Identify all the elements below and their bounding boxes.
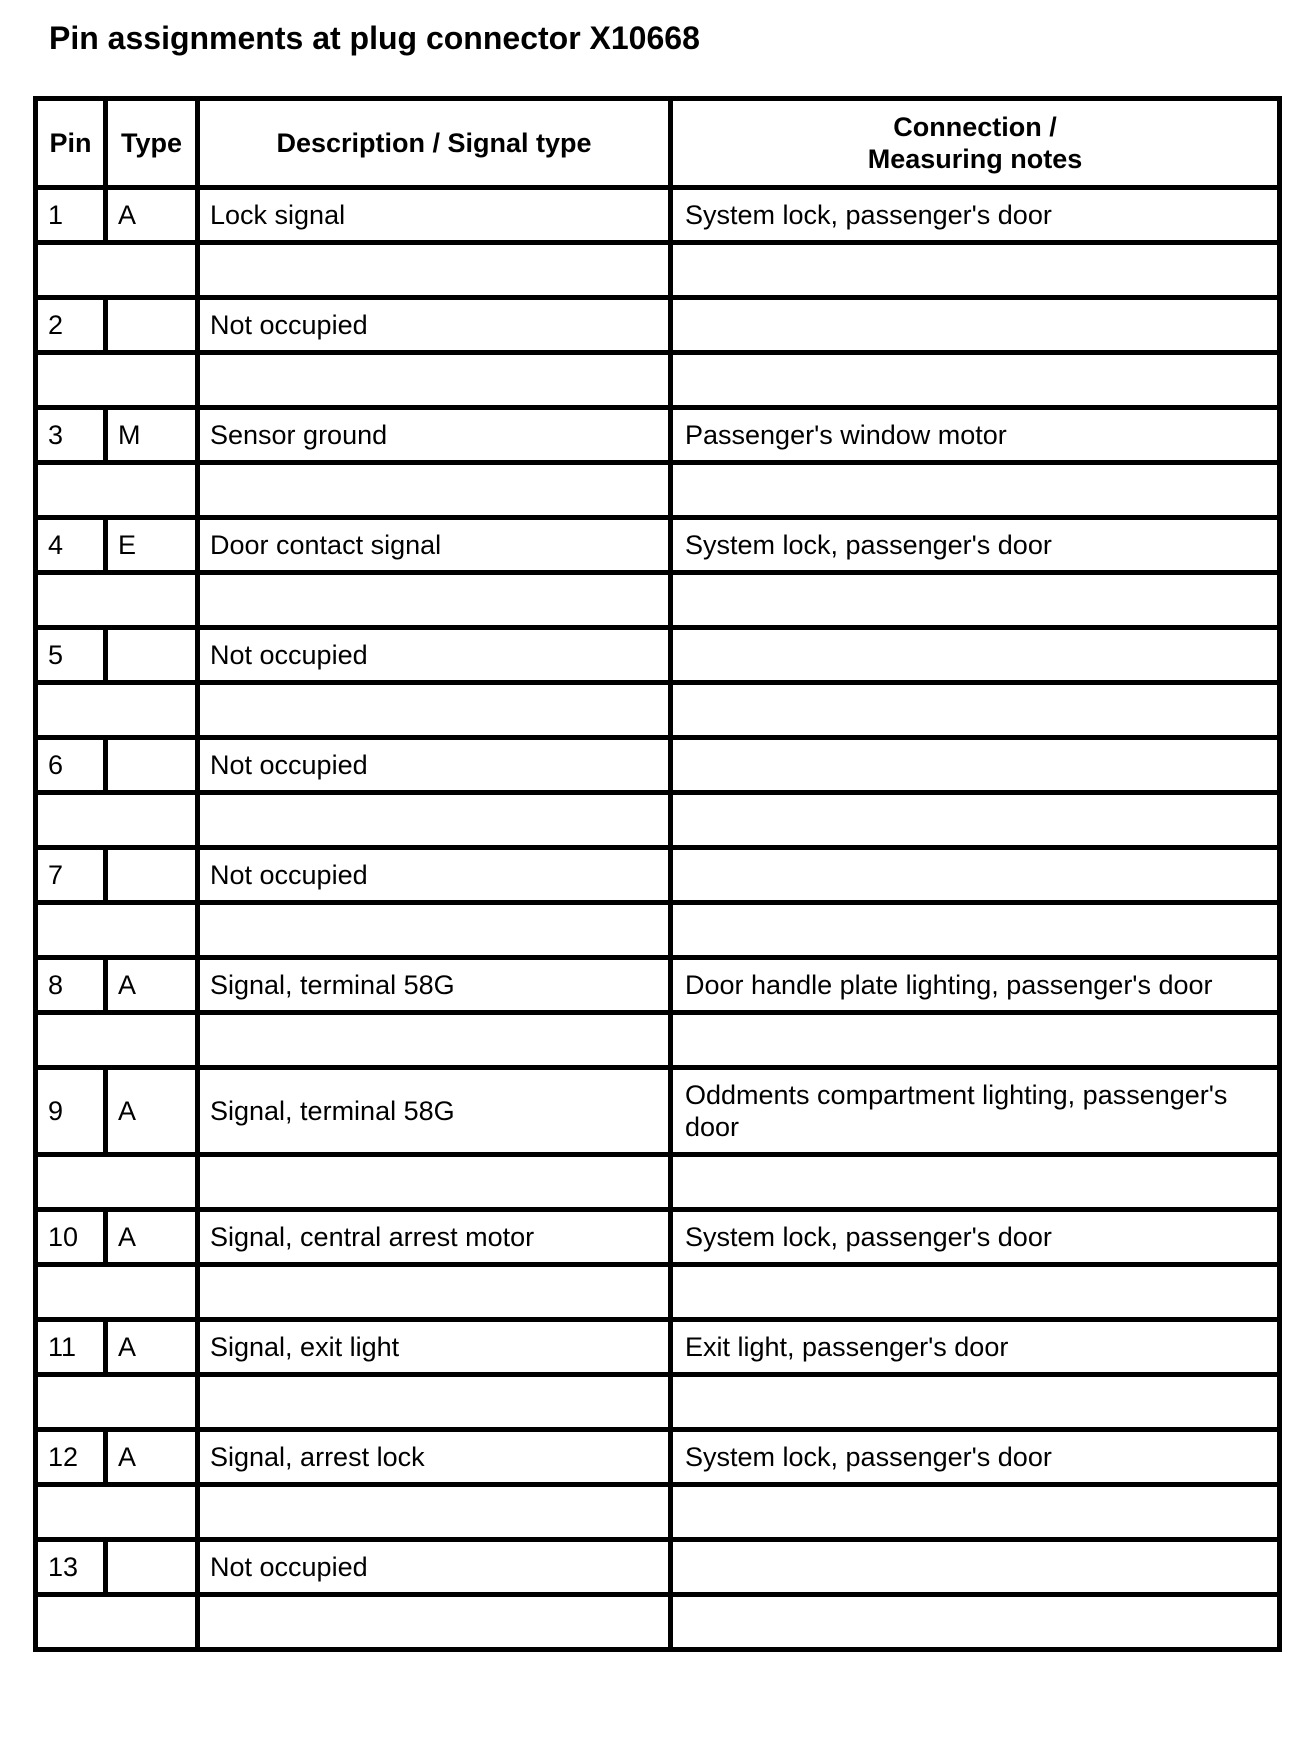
connection-cell: System lock, passenger's door bbox=[671, 188, 1280, 243]
spacer-cell bbox=[36, 793, 198, 848]
description-cell: Not occupied bbox=[198, 738, 671, 793]
spacer-cell bbox=[198, 243, 671, 298]
connection-cell: Door handle plate lighting, passenger's door bbox=[671, 958, 1280, 1013]
pin-cell: 8 bbox=[36, 958, 106, 1013]
spacer-row bbox=[36, 1375, 1280, 1430]
connection-cell: Exit light, passenger's door bbox=[671, 1320, 1280, 1375]
header-connection: Connection / Measuring notes bbox=[671, 99, 1280, 188]
spacer-row bbox=[36, 463, 1280, 518]
table-row bbox=[36, 188, 1280, 243]
spacer-cell bbox=[36, 1265, 198, 1320]
description-cell: Signal, terminal 58G bbox=[198, 1068, 671, 1155]
spacer-cell bbox=[198, 573, 671, 628]
type-cell bbox=[106, 1540, 198, 1595]
type-cell: M bbox=[106, 408, 198, 463]
spacer-cell bbox=[36, 1485, 198, 1540]
spacer-cell bbox=[198, 1485, 671, 1540]
connection-cell bbox=[671, 1540, 1280, 1595]
table-row bbox=[36, 1210, 1280, 1265]
connection-cell bbox=[671, 738, 1280, 793]
spacer-cell bbox=[36, 1595, 198, 1650]
description-cell: Signal, arrest lock bbox=[198, 1430, 671, 1485]
type-cell bbox=[106, 738, 198, 793]
spacer-cell bbox=[36, 573, 198, 628]
pin-cell: 6 bbox=[36, 738, 106, 793]
table-row bbox=[36, 1430, 1280, 1485]
spacer-cell bbox=[671, 683, 1280, 738]
spacer-cell bbox=[671, 1485, 1280, 1540]
connection-cell: Oddments compartment lighting, passenger's door bbox=[671, 1068, 1280, 1155]
spacer-cell bbox=[671, 573, 1280, 628]
type-cell: A bbox=[106, 188, 198, 243]
spacer-cell bbox=[671, 903, 1280, 958]
spacer-row bbox=[36, 1265, 1280, 1320]
spacer-cell bbox=[671, 243, 1280, 298]
pin-cell: 13 bbox=[36, 1540, 106, 1595]
spacer-cell bbox=[671, 1013, 1280, 1068]
spacer-row bbox=[36, 793, 1280, 848]
spacer-cell bbox=[198, 683, 671, 738]
pin-cell: 3 bbox=[36, 408, 106, 463]
type-cell bbox=[106, 628, 198, 683]
spacer-cell bbox=[671, 353, 1280, 408]
table-row bbox=[36, 1320, 1280, 1375]
header-pin: Pin bbox=[36, 99, 106, 188]
pin-cell: 4 bbox=[36, 518, 106, 573]
spacer-cell bbox=[198, 1013, 671, 1068]
description-cell: Signal, central arrest motor bbox=[198, 1210, 671, 1265]
spacer-cell bbox=[198, 463, 671, 518]
header-type: Type bbox=[106, 99, 198, 188]
pin-cell: 12 bbox=[36, 1430, 106, 1485]
header-description: Description / Signal type bbox=[198, 99, 671, 188]
table-row bbox=[36, 848, 1280, 903]
spacer-row bbox=[36, 903, 1280, 958]
type-cell: A bbox=[106, 958, 198, 1013]
spacer-cell bbox=[671, 463, 1280, 518]
table-row bbox=[36, 958, 1280, 1013]
spacer-row bbox=[36, 353, 1280, 408]
spacer-cell bbox=[198, 793, 671, 848]
description-cell: Not occupied bbox=[198, 628, 671, 683]
pin-cell: 11 bbox=[36, 1320, 106, 1375]
spacer-cell bbox=[198, 1375, 671, 1430]
description-cell: Lock signal bbox=[198, 188, 671, 243]
table-row bbox=[36, 628, 1280, 683]
spacer-row bbox=[36, 1155, 1280, 1210]
table-row bbox=[36, 408, 1280, 463]
spacer-cell bbox=[198, 1595, 671, 1650]
type-cell: A bbox=[106, 1430, 198, 1485]
spacer-row bbox=[36, 683, 1280, 738]
page-title: Pin assignments at plug connector X10668 bbox=[49, 20, 700, 56]
table-body bbox=[36, 188, 1280, 1650]
description-cell: Signal, exit light bbox=[198, 1320, 671, 1375]
description-cell: Sensor ground bbox=[198, 408, 671, 463]
pin-cell: 10 bbox=[36, 1210, 106, 1265]
spacer-cell bbox=[198, 903, 671, 958]
connection-cell bbox=[671, 848, 1280, 903]
spacer-cell bbox=[36, 683, 198, 738]
connection-cell: System lock, passenger's door bbox=[671, 518, 1280, 573]
spacer-cell bbox=[671, 1265, 1280, 1320]
spacer-row bbox=[36, 573, 1280, 628]
spacer-cell bbox=[36, 903, 198, 958]
pin-cell: 2 bbox=[36, 298, 106, 353]
spacer-cell bbox=[198, 1265, 671, 1320]
spacer-cell bbox=[671, 793, 1280, 848]
spacer-cell bbox=[36, 1013, 198, 1068]
pin-cell: 9 bbox=[36, 1068, 106, 1155]
spacer-cell bbox=[671, 1595, 1280, 1650]
spacer-row bbox=[36, 1595, 1280, 1650]
table-row bbox=[36, 518, 1280, 573]
pin-cell: 5 bbox=[36, 628, 106, 683]
spacer-row bbox=[36, 1013, 1280, 1068]
table-header-row bbox=[36, 99, 1280, 188]
description-cell: Not occupied bbox=[198, 298, 671, 353]
connection-cell: Passenger's window motor bbox=[671, 408, 1280, 463]
spacer-cell bbox=[36, 463, 198, 518]
connection-cell: System lock, passenger's door bbox=[671, 1210, 1280, 1265]
spacer-cell bbox=[671, 1375, 1280, 1430]
spacer-cell bbox=[198, 353, 671, 408]
pin-cell: 1 bbox=[36, 188, 106, 243]
spacer-row bbox=[36, 1485, 1280, 1540]
spacer-cell bbox=[36, 1375, 198, 1430]
type-cell: A bbox=[106, 1210, 198, 1265]
type-cell: A bbox=[106, 1068, 198, 1155]
spacer-cell bbox=[36, 243, 198, 298]
table-row bbox=[36, 1068, 1280, 1155]
connection-cell bbox=[671, 628, 1280, 683]
spacer-cell bbox=[198, 1155, 671, 1210]
pin-cell: 7 bbox=[36, 848, 106, 903]
type-cell bbox=[106, 298, 198, 353]
description-cell: Door contact signal bbox=[198, 518, 671, 573]
spacer-cell bbox=[671, 1155, 1280, 1210]
pin-assignment-table bbox=[33, 96, 1282, 1652]
table-row bbox=[36, 738, 1280, 793]
type-cell: A bbox=[106, 1320, 198, 1375]
spacer-cell bbox=[36, 1155, 198, 1210]
connection-cell bbox=[671, 298, 1280, 353]
spacer-row bbox=[36, 243, 1280, 298]
description-cell: Not occupied bbox=[198, 1540, 671, 1595]
table-row bbox=[36, 298, 1280, 353]
table-row bbox=[36, 1540, 1280, 1595]
description-cell: Signal, terminal 58G bbox=[198, 958, 671, 1013]
type-cell bbox=[106, 848, 198, 903]
connection-cell: System lock, passenger's door bbox=[671, 1430, 1280, 1485]
description-cell: Not occupied bbox=[198, 848, 671, 903]
type-cell: E bbox=[106, 518, 198, 573]
spacer-cell bbox=[36, 353, 198, 408]
